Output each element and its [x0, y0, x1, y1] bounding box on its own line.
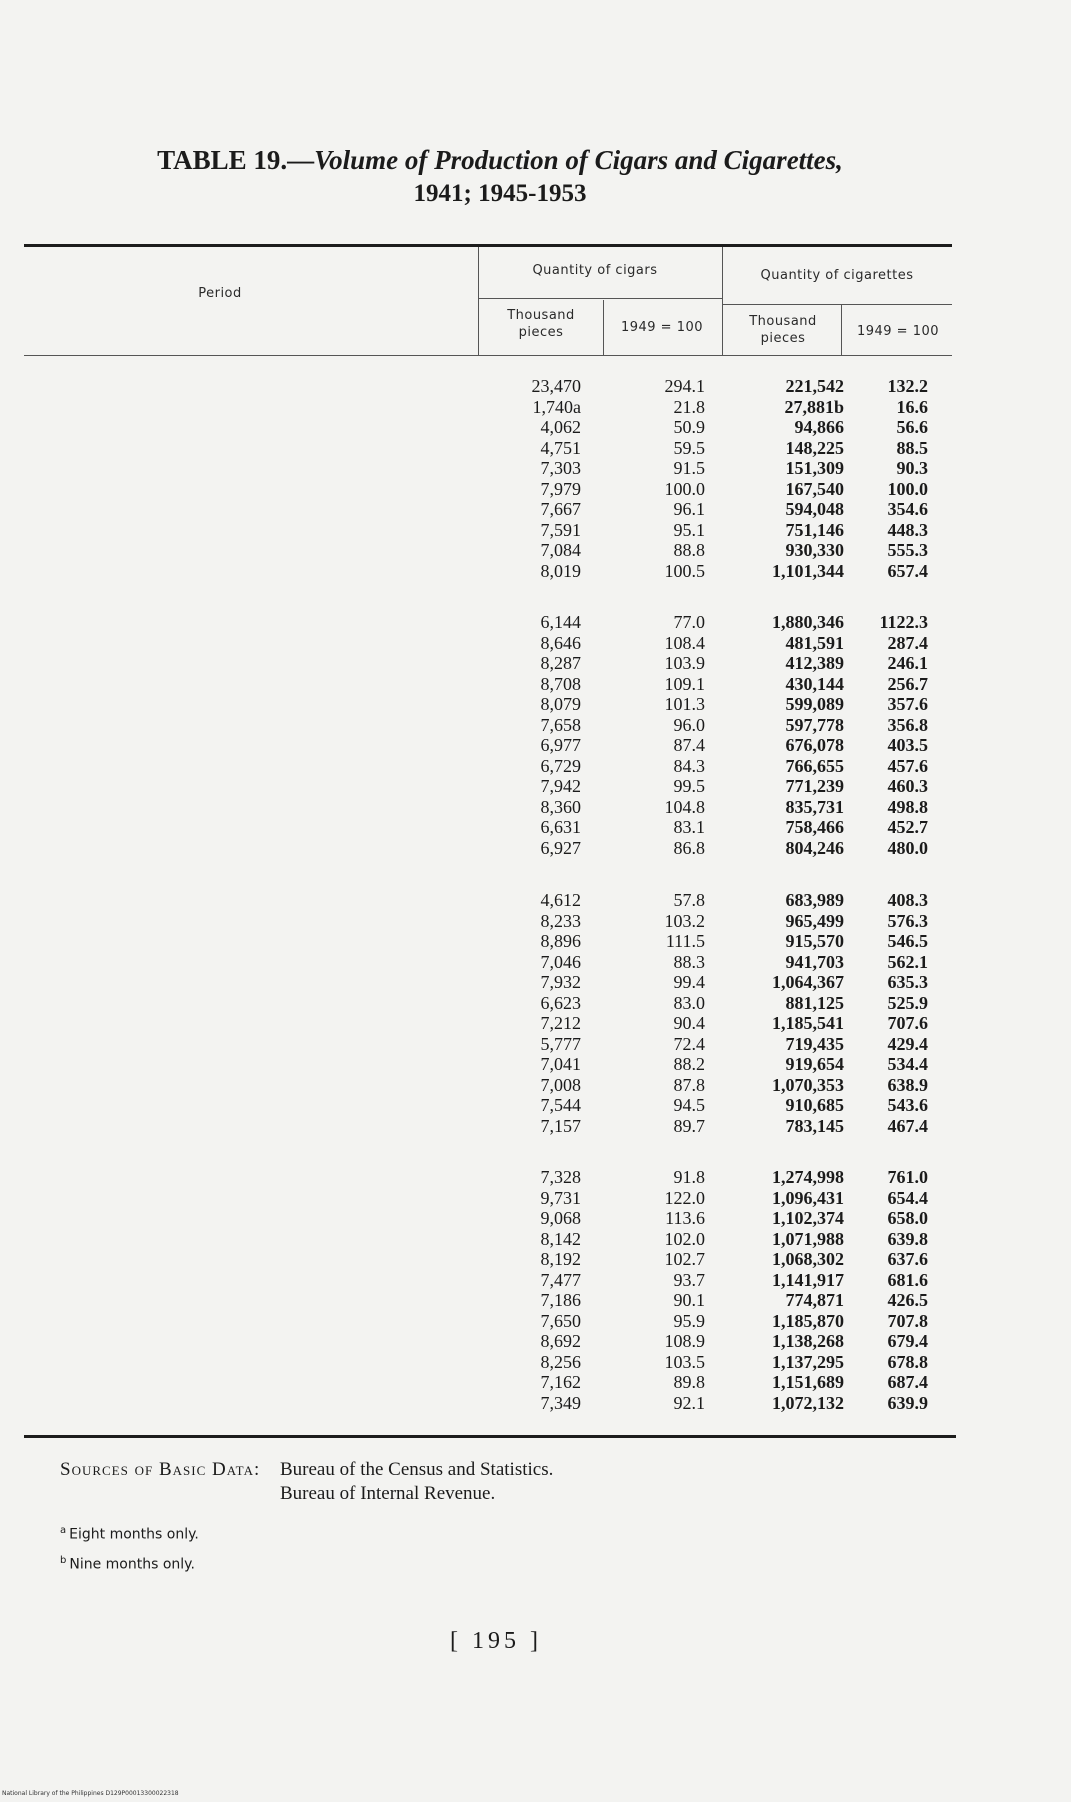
cigarettes-index: 460.3 [887, 776, 928, 796]
cigarettes-value: 594,048 [785, 499, 844, 519]
table-row [0, 1095, 1071, 1116]
cigarettes-value: 835,731 [785, 796, 844, 817]
cigarettes-index: 88.5 [896, 437, 928, 458]
cigars-index: 108.9 [664, 1331, 705, 1351]
cigars-value: 8,142 [540, 1228, 581, 1249]
cigarettes-value: 1,274,998 [772, 1167, 844, 1187]
cigars-value: 7,186 [540, 1290, 581, 1310]
table-row [0, 417, 1071, 438]
table-title [70, 143, 930, 211]
table-row [0, 1208, 1071, 1229]
cigarettes-value: 1,880,346 [772, 612, 844, 632]
cigars-index: 94.5 [673, 1095, 705, 1115]
cigarettes-value: 771,239 [785, 776, 844, 796]
cigars-value: 7,349 [540, 1392, 581, 1413]
group-1952-monthly [0, 890, 1071, 1136]
cigars-index: 122.0 [664, 1187, 705, 1208]
footnote-a-mark: a [60, 1525, 67, 1536]
cigars-value: 8,360 [540, 796, 581, 817]
table-row [0, 776, 1071, 797]
cigars-index: 87.4 [673, 735, 705, 755]
table-row [0, 972, 1071, 993]
cigarettes-index: 56.6 [896, 417, 928, 437]
table-row [0, 1372, 1071, 1393]
cigarettes-index: 408.3 [887, 890, 928, 910]
cigarettes-value: 804,246 [785, 837, 844, 858]
cigarettes-index: 707.8 [887, 1310, 928, 1331]
cigars-value: 7,212 [540, 1013, 581, 1033]
cigarettes-value: 910,685 [785, 1095, 844, 1115]
cigarettes-index: 256.7 [887, 673, 928, 694]
cigars-value: 4,751 [540, 437, 581, 458]
cigars-index: 89.7 [673, 1115, 705, 1136]
header-cigars-index: 1949 = 100 [620, 320, 704, 335]
cigars-index: 57.8 [673, 890, 705, 910]
cigars-value: 6,631 [540, 817, 581, 837]
cigarettes-index: 100.0 [887, 478, 928, 499]
bottom-rule [24, 1435, 956, 1438]
cigars-value: 8,256 [540, 1351, 581, 1372]
cigars-index: 99.4 [673, 972, 705, 992]
table-row [0, 797, 1071, 818]
cigars-value: 7,303 [540, 458, 581, 478]
table-row [0, 817, 1071, 838]
cigarettes-value: 941,703 [785, 951, 844, 972]
cigars-value: 8,019 [540, 560, 581, 581]
table-row [0, 735, 1071, 756]
cigarettes-index: 132.2 [887, 376, 928, 396]
cigarettes-value: 1,137,295 [772, 1351, 844, 1372]
table-row [0, 653, 1071, 674]
header-bottom-rule [24, 355, 952, 356]
cigarettes-index: 761.0 [887, 1167, 928, 1187]
cigars-value: 8,287 [540, 653, 581, 673]
cigars-index: 90.4 [673, 1013, 705, 1033]
cigars-index: 93.7 [673, 1269, 705, 1290]
table-row [0, 1167, 1071, 1188]
cigars-index: 89.8 [673, 1372, 705, 1392]
header-subrule-cigarettes [723, 304, 952, 305]
cigarettes-value: 599,089 [785, 694, 844, 714]
cigars-value: 8,896 [540, 931, 581, 951]
header-cigarettes-index: 1949 = 100 [856, 324, 940, 339]
table-row [0, 540, 1071, 561]
cigarettes-index: 681.6 [887, 1269, 928, 1290]
cigars-value: 6,144 [540, 612, 581, 632]
cigarettes-index: 654.4 [887, 1187, 928, 1208]
table-row [0, 376, 1071, 397]
cigars-value: 8,079 [540, 694, 581, 714]
table-row [0, 993, 1071, 1014]
sources-block [60, 1458, 554, 1504]
header-divider-3 [603, 300, 604, 355]
cigarettes-index: 638.9 [887, 1074, 928, 1095]
source-internal-revenue: Bureau of Internal Revenue. [280, 1483, 496, 1504]
cigarettes-value: 881,125 [785, 992, 844, 1013]
cigars-index: 103.5 [664, 1351, 705, 1372]
cigars-index: 88.2 [673, 1054, 705, 1074]
table-row [0, 911, 1071, 932]
cigarettes-index: 498.8 [887, 796, 928, 817]
cigars-value: 6,729 [540, 755, 581, 776]
footnote-b-mark: b [60, 1554, 67, 1566]
header-cigars-thousand [486, 307, 596, 341]
cigars-value: 7,591 [540, 519, 581, 540]
cigarettes-value: 1,185,541 [772, 1013, 844, 1033]
cigars-index: 102.0 [664, 1228, 705, 1249]
table-row [0, 520, 1071, 541]
cigarettes-value: 758,466 [785, 817, 844, 837]
source-census: Bureau of the Census and Statistics. [280, 1459, 554, 1480]
cigars-value: 7,932 [540, 972, 581, 992]
cigars-index: 113.6 [665, 1208, 705, 1228]
cigars-index: 108.4 [664, 632, 705, 653]
table-row [0, 633, 1071, 654]
cigars-index: 83.0 [673, 992, 705, 1013]
cigarettes-index: 637.6 [887, 1249, 928, 1269]
cigarettes-value: 751,146 [785, 519, 844, 540]
cigarettes-index: 452.7 [887, 817, 928, 837]
page-number: [ 195 ] [450, 1628, 542, 1654]
cigars-value: 9,731 [540, 1187, 581, 1208]
group-annual-averages [0, 376, 1071, 581]
cigars-value: 7,650 [540, 1310, 581, 1331]
cigars-value: 9,068 [540, 1208, 581, 1228]
table-row [0, 397, 1071, 418]
cigarettes-index: 679.4 [887, 1331, 928, 1351]
cigarettes-index: 657.4 [887, 560, 928, 581]
header-divider-1 [478, 247, 479, 355]
cigarettes-index: 90.3 [896, 458, 928, 478]
cigars-value: 7,477 [540, 1269, 581, 1290]
table-row [0, 890, 1071, 911]
cigarettes-index: 16.6 [896, 396, 928, 417]
footnote-a [60, 1518, 199, 1548]
cigars-index: 101.3 [664, 694, 705, 714]
cigarettes-index: 480.0 [887, 837, 928, 858]
cigars-index: 92.1 [673, 1392, 705, 1413]
cigars-index: 100.0 [664, 478, 705, 499]
table-row [0, 1054, 1071, 1075]
cigarettes-index: 543.6 [887, 1095, 928, 1115]
cigarettes-value: 774,871 [785, 1290, 844, 1310]
group-1951-monthly [0, 612, 1071, 858]
cigars-value: 8,646 [540, 632, 581, 653]
group-1953-monthly [0, 1167, 1071, 1413]
cigars-value: 23,470 [531, 376, 581, 396]
cigarettes-index: 426.5 [887, 1290, 928, 1310]
cigarettes-index: 457.6 [887, 755, 928, 776]
table-row [0, 1270, 1071, 1291]
cigarettes-value: 930,330 [785, 540, 844, 560]
cigarettes-index: 546.5 [887, 931, 928, 951]
cigarettes-value: 919,654 [785, 1054, 844, 1074]
cigarettes-value: 1,070,353 [772, 1074, 844, 1095]
cigars-index: 294.1 [664, 376, 705, 396]
table-row [0, 1331, 1071, 1352]
table-row [0, 479, 1071, 500]
cigarettes-index: 639.8 [887, 1228, 928, 1249]
cigars-value: 6,927 [540, 837, 581, 858]
header-subrule-cigars [479, 298, 722, 299]
cigars-value: 7,084 [540, 540, 581, 560]
cigars-index: 95.9 [673, 1310, 705, 1331]
cigars-value: 8,233 [540, 910, 581, 931]
table-row [0, 1116, 1071, 1137]
cigars-index: 88.8 [673, 540, 705, 560]
cigars-index: 102.7 [664, 1249, 705, 1269]
table-row [0, 1393, 1071, 1414]
cigarettes-value: 1,102,374 [772, 1208, 844, 1228]
cigars-index: 111.5 [665, 931, 705, 951]
cigarettes-value: 151,309 [785, 458, 844, 478]
cigarettes-value: 412,389 [785, 653, 844, 673]
cigarettes-value: 719,435 [785, 1033, 844, 1054]
cigarettes-index: 562.1 [887, 951, 928, 972]
cigarettes-value: 1,141,917 [772, 1269, 844, 1290]
cigars-index: 109.1 [664, 673, 705, 694]
cigarettes-value: 1,071,988 [772, 1228, 844, 1249]
cigarettes-value: 1,185,870 [772, 1310, 844, 1331]
cigarettes-value: 1,068,302 [772, 1249, 844, 1269]
cigarettes-index: 707.6 [887, 1013, 928, 1033]
cigars-index: 103.2 [664, 910, 705, 931]
header-period: Period [198, 286, 242, 301]
sources-label: Sources of Basic Data: [60, 1459, 261, 1480]
table-row [0, 438, 1071, 459]
cigars-index: 96.1 [673, 499, 705, 519]
cigarettes-value: 1,151,689 [772, 1372, 844, 1392]
cigars-value: 7,544 [540, 1095, 581, 1115]
cigars-value: 4,612 [540, 890, 581, 910]
cigars-value: 7,008 [540, 1074, 581, 1095]
table-row [0, 1229, 1071, 1250]
table-row [0, 1034, 1071, 1055]
cigars-value: 5,777 [540, 1033, 581, 1054]
cigarettes-index: 403.5 [887, 735, 928, 755]
header-cigarettes-thousand [730, 313, 836, 347]
cigarettes-value: 1,064,367 [772, 972, 844, 992]
cigarettes-value: 1,072,132 [772, 1392, 844, 1413]
table-row [0, 931, 1071, 952]
cigars-index: 95.1 [673, 519, 705, 540]
cigars-index: 103.9 [664, 653, 705, 673]
cigars-index: 90.1 [673, 1290, 705, 1310]
table-row [0, 1013, 1071, 1034]
cigars-value: 4,062 [540, 417, 581, 437]
cigars-value: 6,623 [540, 992, 581, 1013]
top-rule [24, 244, 952, 247]
cigarettes-value: 430,144 [785, 673, 844, 694]
cigarettes-value: 965,499 [785, 910, 844, 931]
cigars-index: 96.0 [673, 714, 705, 735]
cigars-value: 8,692 [540, 1331, 581, 1351]
header-cigarettes-group: Quantity of cigarettes [760, 268, 914, 283]
cigarettes-index: 525.9 [887, 992, 928, 1013]
cigarettes-index: 354.6 [887, 499, 928, 519]
cigarettes-index: 448.3 [887, 519, 928, 540]
table-row [0, 499, 1071, 520]
cigarettes-index: 246.1 [887, 653, 928, 673]
cigarettes-index: 467.4 [887, 1115, 928, 1136]
cigars-index: 77.0 [673, 612, 705, 632]
cigars-value: 1,740a [532, 396, 581, 417]
table-row [0, 952, 1071, 973]
table-row [0, 1311, 1071, 1332]
cigarettes-value: 221,542 [785, 376, 844, 396]
cigars-value: 7,162 [540, 1372, 581, 1392]
cigars-value: 7,157 [540, 1115, 581, 1136]
header-cigars-group: Quantity of cigars [532, 263, 658, 278]
table-row [0, 715, 1071, 736]
cigarettes-index: 678.8 [887, 1351, 928, 1372]
table-row [0, 694, 1071, 715]
cigars-index: 88.3 [673, 951, 705, 972]
header-cigars-thousand-line1: Thousand [507, 308, 575, 323]
cigars-value: 8,192 [540, 1249, 581, 1269]
table-row [0, 561, 1071, 582]
cigarettes-value: 1,096,431 [772, 1187, 844, 1208]
title-prefix: TABLE 19.— [157, 145, 315, 175]
cigars-value: 7,046 [540, 951, 581, 972]
cigarettes-value: 683,989 [785, 890, 844, 910]
table-row [0, 674, 1071, 695]
cigars-index: 86.8 [673, 837, 705, 858]
cigarettes-index: 356.8 [887, 714, 928, 735]
cigarettes-value: 766,655 [785, 755, 844, 776]
cigars-value: 7,979 [540, 478, 581, 499]
cigarettes-index: 534.4 [887, 1054, 928, 1074]
cigarettes-index: 287.4 [887, 632, 928, 653]
cigarettes-value: 597,778 [785, 714, 844, 735]
cigarettes-value: 94,866 [794, 417, 844, 437]
cigars-index: 83.1 [673, 817, 705, 837]
cigarettes-index: 576.3 [887, 910, 928, 931]
table-row [0, 1290, 1071, 1311]
cigarettes-value: 148,225 [785, 437, 844, 458]
footer-credit: National Library of the Philippines D129P00013300022318 [2, 1790, 179, 1797]
cigars-index: 99.5 [673, 776, 705, 796]
cigarettes-value: 1,138,268 [772, 1331, 844, 1351]
cigars-value: 7,667 [540, 499, 581, 519]
cigars-index: 59.5 [673, 437, 705, 458]
cigars-value: 7,041 [540, 1054, 581, 1074]
cigarettes-value: 27,881b [784, 396, 844, 417]
cigarettes-index: 687.4 [887, 1372, 928, 1392]
table-row [0, 458, 1071, 479]
title-years: 1941; 1945-1953 [413, 180, 587, 207]
cigars-index: 50.9 [673, 417, 705, 437]
table-row [0, 1188, 1071, 1209]
cigars-value: 7,658 [540, 714, 581, 735]
cigarettes-value: 481,591 [785, 632, 844, 653]
cigarettes-index: 357.6 [887, 694, 928, 714]
header-cigarettes-thousand-line2: pieces [760, 331, 806, 346]
cigarettes-value: 1,101,344 [772, 560, 844, 581]
table-row [0, 756, 1071, 777]
cigars-value: 6,977 [540, 735, 581, 755]
cigars-value: 7,942 [540, 776, 581, 796]
header-cigarettes-thousand-line1: Thousand [749, 314, 817, 329]
cigarettes-value: 915,570 [785, 931, 844, 951]
cigars-index: 87.8 [673, 1074, 705, 1095]
cigarettes-index: 635.3 [887, 972, 928, 992]
cigarettes-value: 167,540 [785, 478, 844, 499]
header-cigars-thousand-line2: pieces [518, 325, 564, 340]
cigars-index: 104.8 [664, 796, 705, 817]
table-row [0, 1075, 1071, 1096]
cigarettes-index: 658.0 [887, 1208, 928, 1228]
footnote-a-text: Eight months only. [69, 1526, 199, 1543]
cigars-index: 84.3 [673, 755, 705, 776]
cigars-index: 72.4 [673, 1033, 705, 1054]
title-italic: Volume of Production of Cigars and Cigarettes, [314, 145, 843, 175]
cigars-index: 91.5 [673, 458, 705, 478]
table-row [0, 1352, 1071, 1373]
footnotes [60, 1518, 199, 1577]
cigars-index: 100.5 [664, 560, 705, 581]
header-divider-2 [722, 247, 723, 355]
table-row [0, 838, 1071, 859]
cigarettes-index: 639.9 [887, 1392, 928, 1413]
cigarettes-value: 676,078 [785, 735, 844, 755]
cigars-value: 7,328 [540, 1167, 581, 1187]
cigarettes-index: 1122.3 [879, 612, 928, 632]
footnote-b [60, 1548, 199, 1578]
cigarettes-value: 783,145 [785, 1115, 844, 1136]
cigarettes-index: 429.4 [887, 1033, 928, 1054]
cigars-index: 21.8 [673, 396, 705, 417]
header-divider-4 [841, 305, 842, 355]
cigars-index: 91.8 [673, 1167, 705, 1187]
cigars-value: 8,708 [540, 673, 581, 694]
table-row [0, 612, 1071, 633]
table-row [0, 1249, 1071, 1270]
footnote-b-text: Nine months only. [69, 1556, 195, 1573]
cigarettes-index: 555.3 [887, 540, 928, 560]
